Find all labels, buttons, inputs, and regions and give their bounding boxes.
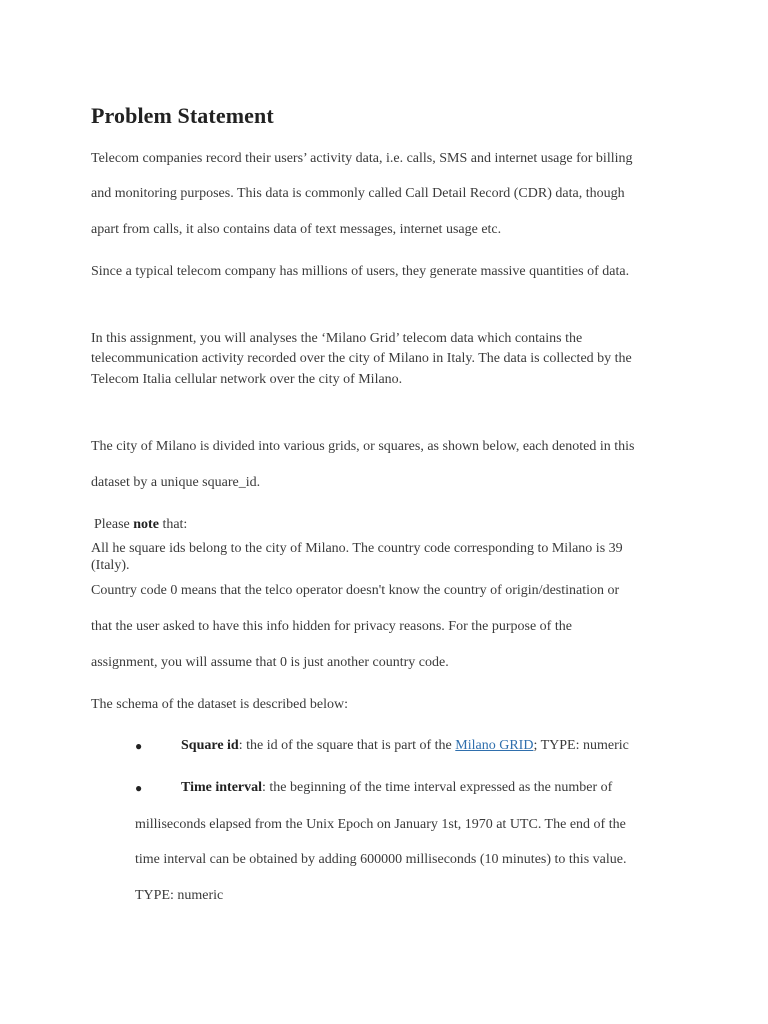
note-paragraph [94,516,187,533]
massive-data-paragraph: Since a typical telecom company has millions of users, they generate massive quantities of data. [91,264,630,279]
square-id-text: : the id of the square that is part of the [238,738,456,753]
grid-line-1: The city of Milano is divided into various grids, or squares, as shown below, each denoted in this [91,439,635,454]
assignment-line-1: In this assignment, you will analyses the ‘Milano Grid’ telecom data which contains the [91,331,583,346]
country-code-line-1: Country code 0 means that the telco operator doesn't know the country of origin/destination or [91,583,620,598]
country-code-line-2: that the user asked to have this info hidden for privacy reasons. For the purpose of the [91,619,572,634]
time-interval-line-3: time interval can be obtained by adding 600000 milliseconds (10 minutes) to this value. [135,852,627,867]
intro-line-2: and monitoring purposes. This data is commonly called Call Detail Record (CDR) data, though [91,186,625,201]
country-code-line-3: assignment, you will assume that 0 is just another country code. [91,655,449,670]
time-interval-line-4: TYPE: numeric [135,888,224,903]
time-interval-line-2: milliseconds elapsed from the Unix Epoch on January 1st, 1970 at UTC. The end of the [135,817,626,832]
intro-line-3: apart from calls, it also contains data of text messages, internet usage etc. [91,222,502,237]
note-bold: note [133,517,159,532]
square-ids-line-1: All he square ids belong to the city of Milano. The country code corresponding to Milano is 39 [91,541,623,556]
assignment-line-3: Telecom Italia cellular network over the city of Milano. [91,372,403,387]
page-title: Problem Statement [91,103,274,128]
intro-line-1: Telecom companies record their users’ activity data, i.e. calls, SMS and internet usage for billing [91,151,633,166]
time-interval-term: Time interval [181,780,263,795]
milano-grid-link[interactable]: Milano GRID [455,738,534,753]
grid-line-2: dataset by a unique square_id. [91,475,261,490]
square-ids-line-2: (Italy). [91,558,130,573]
bullet-icon: ● [135,781,143,795]
schema-item-time-interval [181,779,612,796]
schema-intro: The schema of the dataset is described below: [91,697,348,712]
time-interval-text: : the beginning of the time interval expressed as the number of [262,780,613,795]
square-id-term: Square id [181,738,239,753]
assignment-line-2: telecommunication activity recorded over the city of Milano in Italy. The data is collected by the [91,351,632,366]
square-id-type: ; TYPE: numeric [533,738,629,753]
schema-item-square-id [181,737,629,754]
note-prefix: Please [94,517,134,532]
bullet-icon: ● [135,739,143,753]
note-suffix: that: [158,517,188,532]
